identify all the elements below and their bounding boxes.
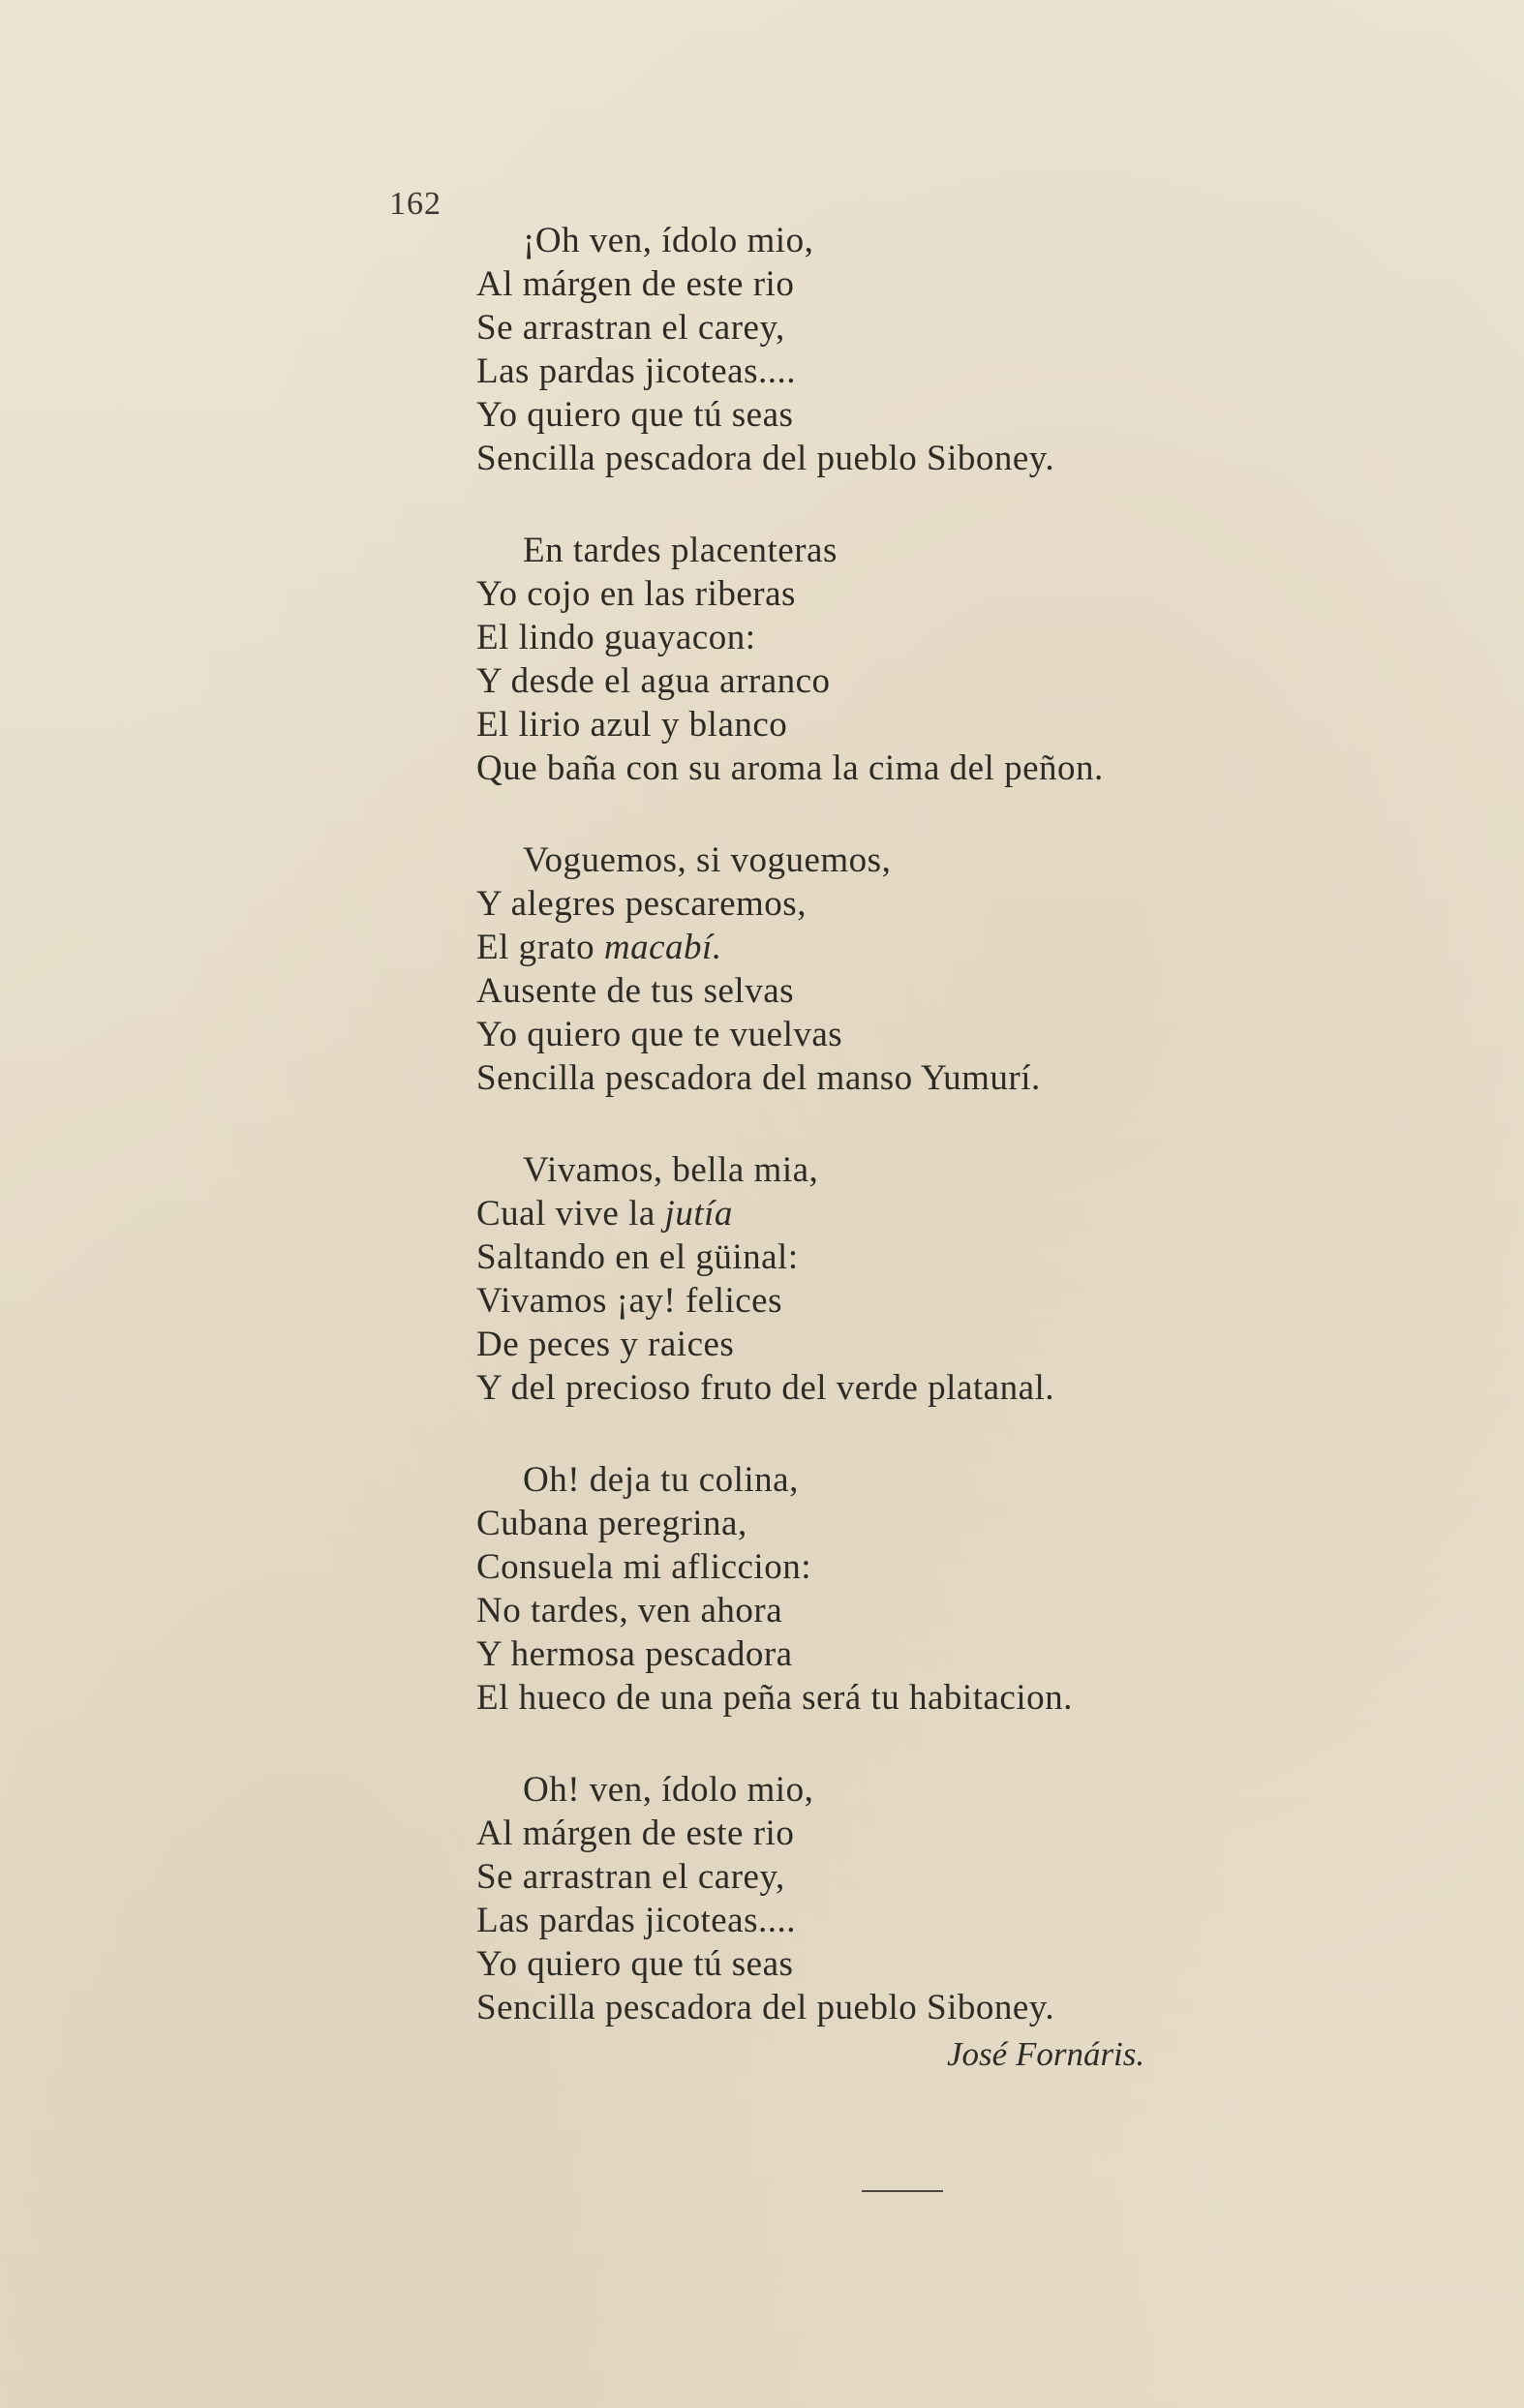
poem-line: Y alegres pescaremos, (476, 884, 807, 924)
stanza-3 (476, 838, 1348, 1100)
poem-line: El lindo guayacon: (476, 618, 756, 657)
poem-line-text: El grato (476, 928, 604, 967)
poem-line: Y hermosa pescadora (476, 1634, 793, 1674)
poem-line: Y del precioso fruto del verde platanal. (476, 1368, 1055, 1408)
author-signature: José Fornáris. (947, 2035, 1145, 2073)
poem-line: Cubana peregrina, (476, 1504, 747, 1543)
poem-line: Se arrastran el carey, (476, 308, 785, 348)
poem-line: Consuela mi afliccion: (476, 1547, 811, 1587)
poem-line: Vivamos ¡ay! felices (476, 1281, 782, 1321)
stanza-4 (476, 1148, 1348, 1410)
poem (476, 219, 1348, 2078)
poem-line: Se arrastran el carey, (476, 1857, 785, 1897)
poem-line: Sencilla pescadora del manso Yumurí. (476, 1058, 1041, 1098)
poem-line: Sencilla pescadora del pueblo Siboney. (476, 439, 1055, 478)
poem-line: El lirio azul y blanco (476, 705, 788, 745)
stanza-1 (476, 219, 1348, 480)
poem-line: Y desde el agua arranco (476, 661, 831, 701)
poem-line: Las pardas jicoteas.... (476, 351, 796, 391)
poem-line: Yo quiero que tú seas (476, 1944, 794, 1984)
poem-line (476, 1192, 1348, 1235)
closing-rule (862, 2190, 943, 2192)
poem-line-text: Cual vive la (476, 1194, 665, 1234)
italic-word: macabí. (603, 928, 722, 967)
italic-word: jutía (664, 1194, 733, 1234)
poem-line: Saltando en el güinal: (476, 1237, 799, 1277)
poem-line: De peces y raices (476, 1325, 735, 1364)
poem-line: Que baña con su aroma la cima del peñon. (476, 748, 1104, 788)
poem-line: No tardes, ven ahora (476, 1591, 783, 1631)
poem-line: El hueco de una peña será tu habitacion. (476, 1678, 1073, 1718)
poem-line: Yo cojo en las riberas (476, 574, 796, 614)
poem-line: ¡Oh ven, ídolo mio, (523, 221, 814, 260)
stanza-6 (476, 1768, 1348, 2029)
poem-line: Voguemos, si voguemos, (523, 840, 892, 880)
poem-line: Oh! ven, ídolo mio, (523, 1770, 814, 1810)
poem-line: En tardes placenteras (523, 531, 838, 570)
poem-line (476, 926, 1348, 969)
poem-line: Oh! deja tu colina, (523, 1460, 799, 1500)
poem-line: Yo quiero que te vuelvas (476, 1015, 843, 1054)
poem-line: Sencilla pescadora del pueblo Siboney. (476, 1988, 1055, 2027)
stanza-5 (476, 1458, 1348, 1720)
poem-line: Ausente de tus selvas (476, 971, 795, 1011)
page-number: 162 (389, 186, 442, 222)
poem-line: Al márgen de este rio (476, 1814, 795, 1853)
poem-line: Al márgen de este rio (476, 264, 795, 304)
poem-line: Yo quiero que tú seas (476, 395, 794, 435)
poem-line: Las pardas jicoteas.... (476, 1901, 796, 1940)
poem-line: Vivamos, bella mia, (523, 1150, 819, 1190)
stanza-2 (476, 529, 1348, 790)
